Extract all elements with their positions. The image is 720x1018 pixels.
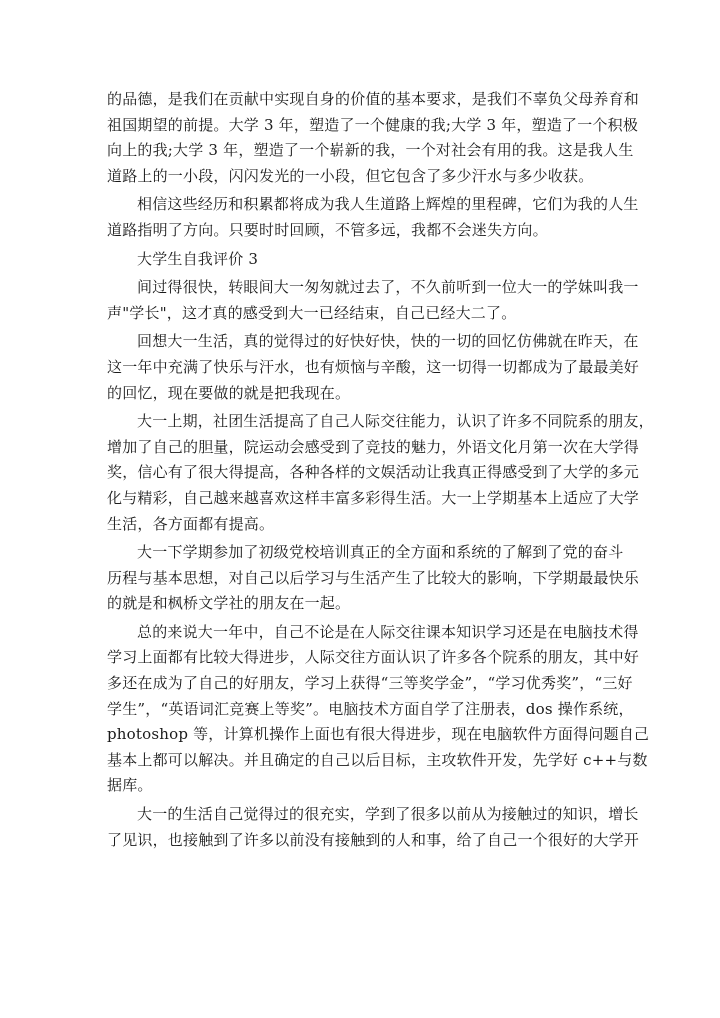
text-line: 化与精彩，自己越来越喜欢这样丰富多彩得生活。大一上学期基本上适应了大学 (107, 488, 640, 507)
text-line: photoshop 等，计算机操作上面也有很大得进步，现在电脑软件方面得问题自己 (107, 725, 650, 744)
text-line: 这一年中充满了快乐与汗水，也有烦恼与辛酸，这一切得一切都成为了最最美好 (107, 357, 640, 376)
text-line: 大一下学期参加了初级党校培训真正的全方面和系统的了解到了党的奋斗 (137, 543, 624, 562)
paragraph-3 (107, 275, 639, 326)
text-line: 历程与基本思想，对自己以后学习与生活产生了比较大的影响，下学期最最快乐 (107, 568, 640, 587)
text-line: 学生”，“英语词汇竞赛上等奖”。电脑技术方面自学了注册表，dos 操作系统， (107, 699, 634, 718)
text-line: 祖国期望的前提。大学 3 年，塑造了一个健康的我;大学 3 年，塑造了一个积极 (107, 115, 639, 134)
text-line: 的回忆，现在要做的就是把我现在。 (107, 383, 351, 402)
text-line: 大一上期，社团生活提高了自己人际交往能力，认识了许多不同院系的朋友， (137, 412, 654, 431)
text-line: 增加了自己的胆量，院运动会感受到了竞技的魅力，外语文化月第一次在大学得 (107, 437, 640, 456)
text-line: 了见识，也接触到了许多以前没有接触到的人和事，给了自己一个很好的大学开 (107, 830, 640, 849)
text-line: 回想大一生活，真的觉得过的好快好快，快的一切的回忆仿佛就在昨天，在 (137, 332, 639, 351)
text-line: 多还在成为了自己的好朋友，学习上获得“三等奖学金”，“学习优秀奖”，“三好 (107, 674, 633, 693)
text-line: 总的来说大一年中，自己不论是在人际交往课本知识学习还是在电脑技术得 (137, 622, 639, 641)
text-line: 生活，各方面都有提高。 (107, 514, 275, 533)
text-line: 道路上的一小段，闪闪发光的一小段，但它包含了多少汗水与多少收获。 (107, 166, 594, 185)
section-heading: 大学生自我评价 3 (137, 249, 259, 268)
text-line: 学习上面都有比较大得进步，人际交往方面认识了许多各个院系的朋友，其中好 (107, 648, 640, 667)
text-line: 道路指明了方向。只要时时回顾，不管多远，我都不会迷失方向。 (107, 220, 548, 239)
text-line: 间过得很快，转眼间大一匆匆就过去了，不久前听到一位大一的学妹叫我一 (137, 278, 639, 297)
text-line: 的品德，是我们在贡献中实现自身的价值的基本要求，是我们不辜负父母养育和 (107, 90, 640, 108)
text-line: 向上的我;大学 3 年，塑造了一个崭新的我，一个对社会有用的我。这是我人生 (107, 141, 634, 160)
text-line: 大一的生活自己觉得过的很充实，学到了很多以前从为接触过的知识，增长 (137, 805, 639, 824)
paragraph-8 (107, 802, 640, 853)
text-line: 声"学长"，这才真的感受到大一已经结束，自己已经大二了。 (107, 303, 517, 322)
paragraph-1 (107, 87, 640, 189)
paragraph-2 (107, 192, 639, 243)
document-page (107, 87, 654, 856)
paragraph-7 (107, 620, 650, 799)
paragraph-5 (107, 409, 654, 537)
text-line: 基本上都可以解决。并且确定的自己以后目标，主攻软件开发，先学好 c++与数 (107, 750, 648, 769)
text-line: 奖，信心有了很大得提高，各种各样的文娱活动让我真正得感受到了大学的多元 (107, 463, 640, 482)
paragraph-6 (107, 540, 640, 617)
paragraph-4 (107, 329, 640, 406)
text-line: 据库。 (107, 776, 153, 795)
text-line: 的就是和枫桥文学社的朋友在一起。 (107, 594, 351, 613)
text-line: 相信这些经历和积累都将成为我人生道路上辉煌的里程碑，它们为我的人生 (137, 195, 639, 214)
